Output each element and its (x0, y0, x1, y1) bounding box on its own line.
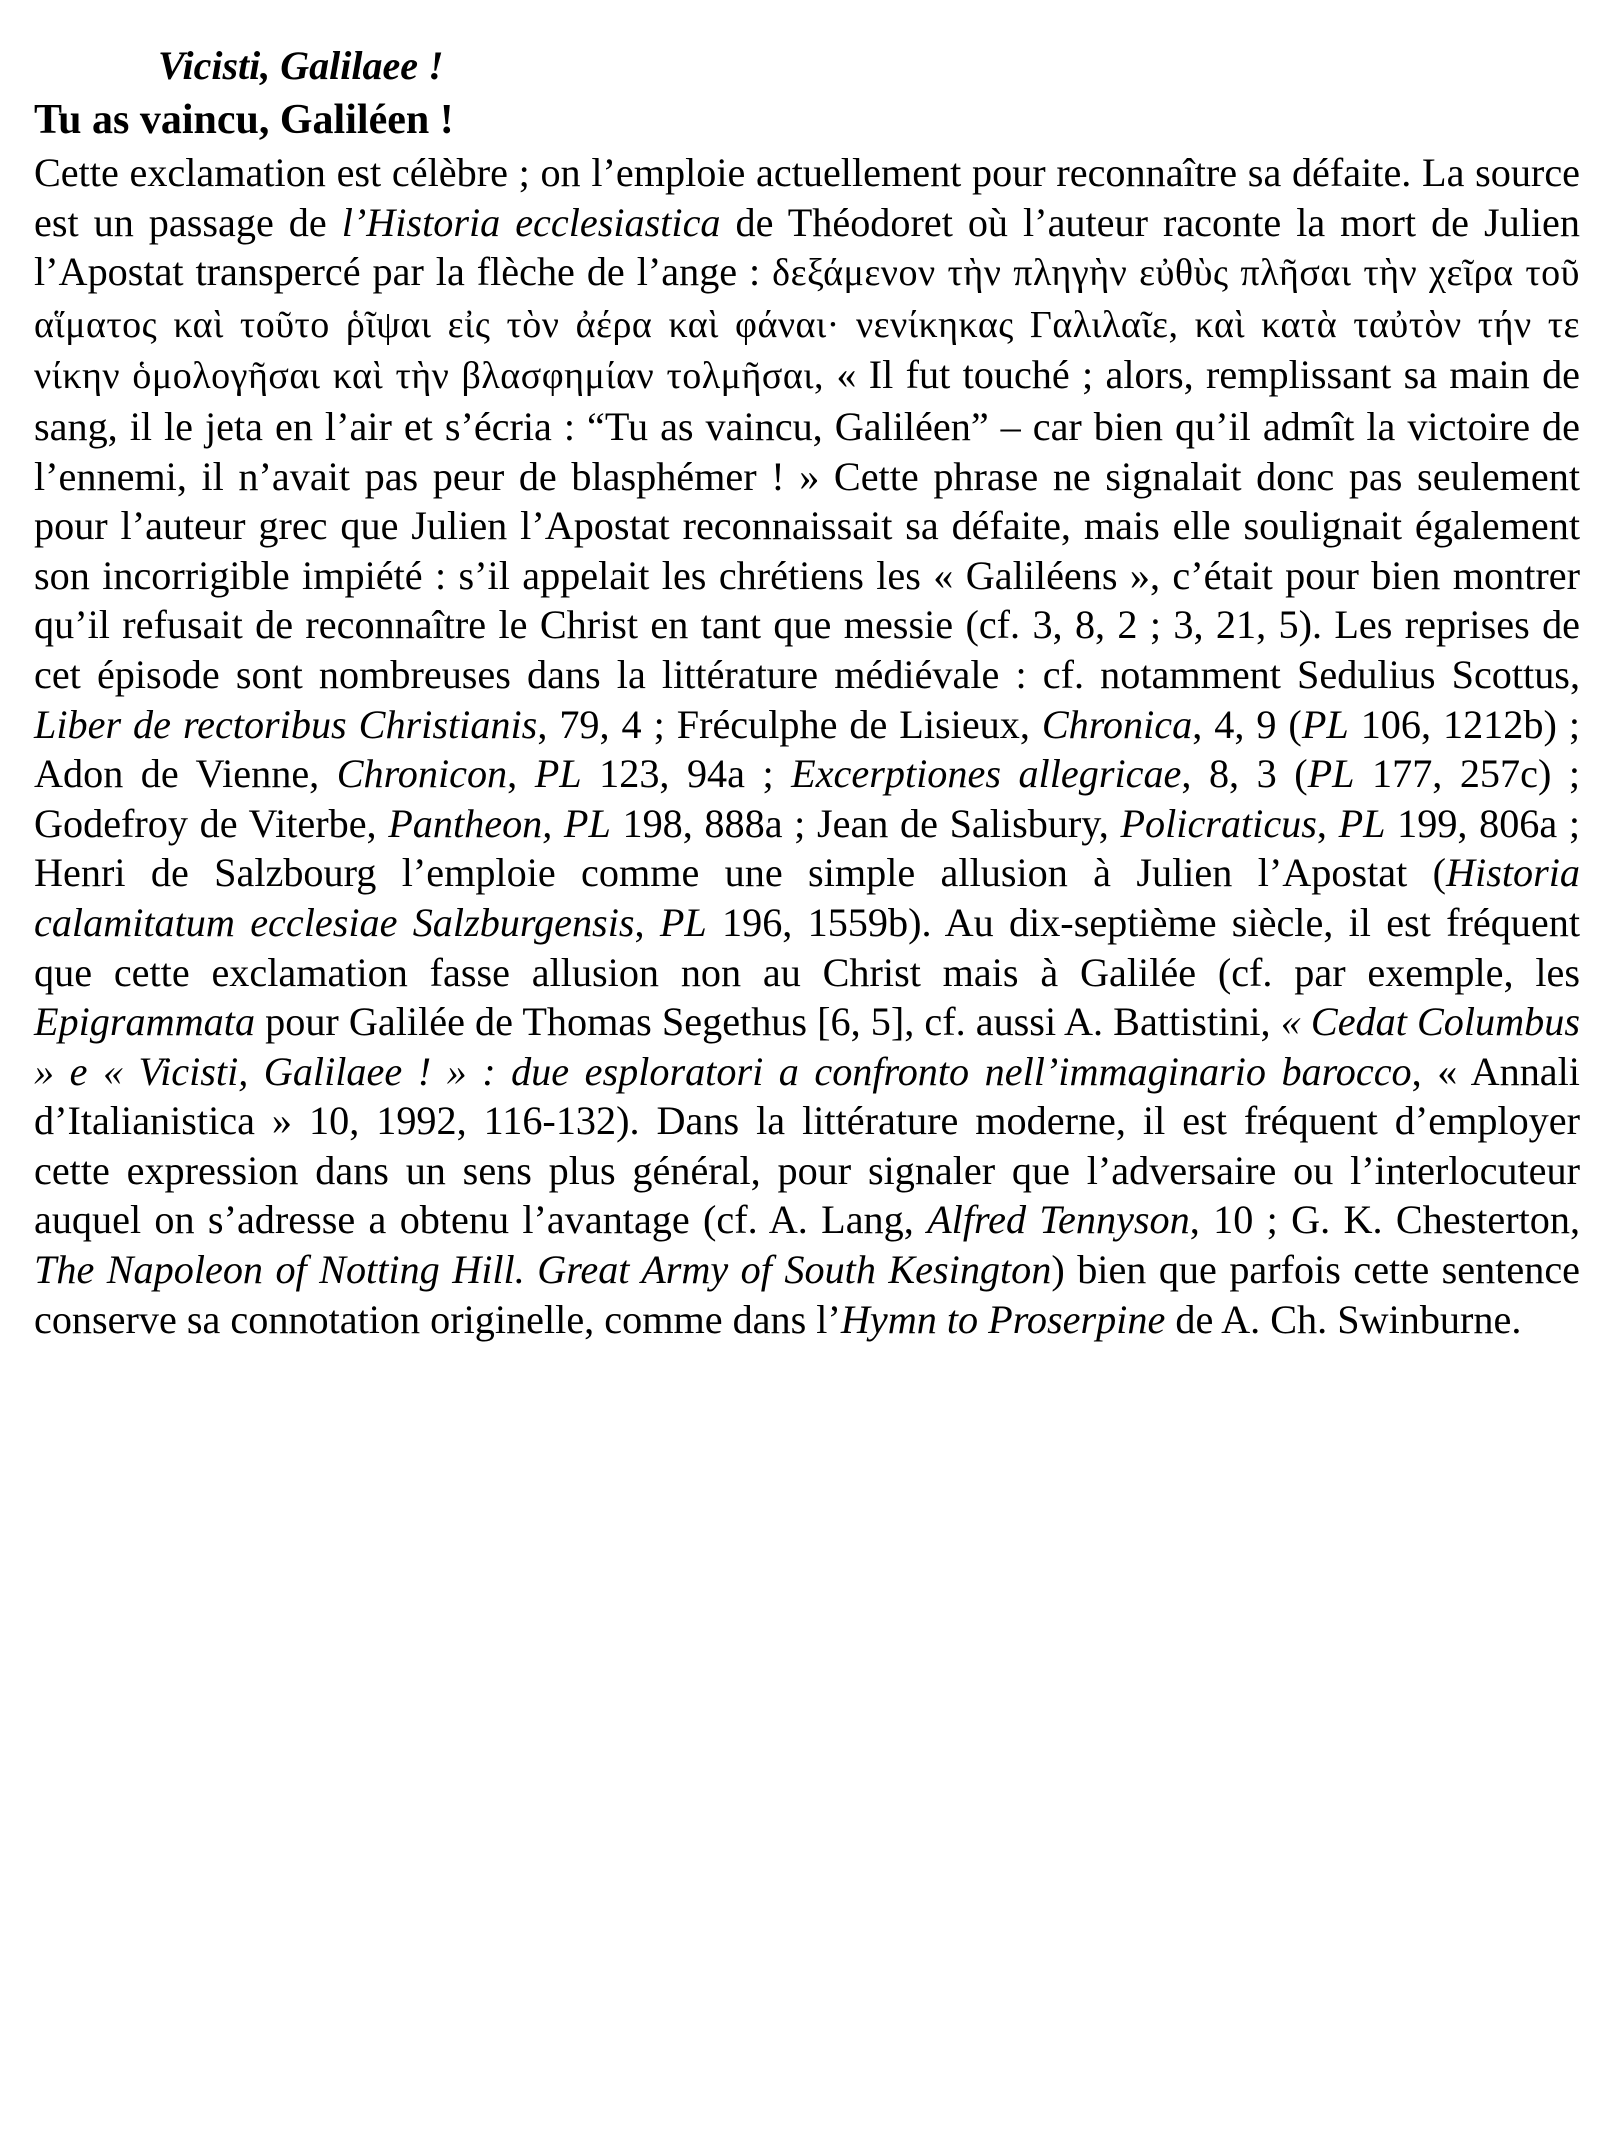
entry-commentary (34, 148, 1580, 1344)
entry-lemma: Vicisti, Galilaee ! (158, 43, 444, 88)
commentary-text: , (507, 751, 535, 797)
commentary-text: 106, 1212b) ; Adon de Vienne, (34, 701, 1580, 797)
commentary-text: , « Annali d’Italianistica » 10, 1992, 116-132). Dans la littérature moderne, il est fréquent d’employer cette expression dans un sens plus général, pour signaler que l’adversaire ou l’interlocuteur auquel on s’adresse a obtenu l’avantage (cf. A. Lang, (34, 1048, 1580, 1243)
commentary-text: , 4, 9 ( (1192, 701, 1302, 747)
article-title: « Cedat Columbus » e « Vicisti, Galilaee ! » : due esploratori a confronto nell’immaginario barocco (34, 999, 1580, 1094)
work-title: Policraticus (1120, 800, 1317, 846)
commentary-text: , 79, 4 ; Fréculphe de Lisieux, (537, 701, 1042, 747)
commentary-text: « Il fut touché ; alors, remplissant sa main de sang, il le jeta en l’air et s’écria : “Tu as vaincu, Galiléen” – car bien qu’il admît la victoire de l’ennemi, il n’avait pas peur de blasphémer ! » Cette phrase ne signalait donc pas seulement pour l’auteur grec que Julien l’Apostat reconnaissait sa défaite, mais elle soulignait également son incorrigible impiété : s’il appelait les chrétiens les « Galiléens », c’était pour bien montrer qu’il refusait de reconnaître le Christ en tant que messie (cf. 3, 8, 2 ; 3, 21, 5). Les reprises de cet épisode sont nombreuses dans la littérature médiévale : cf. notamment Sedulius Scottus, (34, 352, 1580, 697)
reference-abbrev: PL (1307, 751, 1355, 797)
commentary-text: 199, 806a ; Henri de Salzbourg l’emploie comme une simple allusion à Julien l’Apostat ( (34, 800, 1581, 896)
work-title: The Napoleon of Notting Hill. Great Army of South Kesington (34, 1247, 1052, 1293)
commentary-text: , (1316, 800, 1339, 846)
commentary-text: , 8, 3 ( (1181, 751, 1308, 797)
commentary-text: de A. Ch. Swinburne. (1165, 1296, 1522, 1342)
commentary-text: 123, 94a ; (581, 751, 792, 797)
commentary-text: , 10 ; G. K. Chesterton, (1189, 1197, 1580, 1243)
commentary-text: pour Galilée de Thomas Segethus [6, 5], cf. aussi A. Battistini, (255, 999, 1281, 1045)
commentary-text: ) bien que parfois cette sentence conserve sa connotation originelle, comme dans l’ (34, 1247, 1580, 1342)
commentary-text: de Théodoret où l’auteur raconte la mort de Julien l’Apostat transpercé par la flèche de l’ange : (34, 199, 1580, 295)
work-title: l’Historia ecclesiastica (341, 199, 721, 245)
reference-abbrev: PL (534, 751, 582, 797)
work-title: Chronicon (336, 751, 508, 797)
work-title: Excerptiones allegricae (791, 751, 1182, 797)
dictionary-entry (34, 40, 1580, 2120)
commentary-text: 198, 888a ; Jean de Salisbury, (610, 800, 1121, 846)
commentary-text: Cette exclamation est célèbre ; on l’emploie actuellement pour reconnaître sa défaite. La source est un passage de (34, 150, 1580, 245)
commentary-text: 196, 1559b). Au dix-septième siècle, il est fréquent que cette exclamation fasse allusion non au Christ mais à Galilée (cf. par exemple, les (34, 899, 1581, 995)
reference-abbrev: PL (1338, 800, 1386, 846)
greek-quotation: δεξάμενον τὴν πληγὴν εὐθὺς πλῆσαι τὴν χεῖρα τοῦ αἵματος καὶ τοῦτο ῥῖψαι εἰς τὸν ἀέρα καὶ φάναι· νενίκηκας Γαλιλαῖε, καὶ κατὰ ταὐτὸν τήν τε νίκην ὁμολογῆσαι καὶ τὴν βλασφημίαν τολμῆσαι, (34, 252, 1580, 398)
work-title: Historia calamitatum ecclesiae Salzburgensis (34, 850, 1580, 945)
work-title: Alfred Tennyson (927, 1197, 1190, 1243)
work-title: Epigrammata (34, 999, 256, 1045)
entry-translation: Tu as vaincu, Galiléen ! (34, 97, 454, 143)
work-title: Hymn to Proserpine (840, 1296, 1166, 1342)
work-title: Liber de rectoribus Christianis (34, 701, 538, 747)
reference-abbrev: PL (659, 899, 707, 945)
work-title: Pantheon, PL (388, 800, 611, 846)
commentary-text: 177, 257c) ; Godefroy de Viterbe, (34, 751, 1581, 846)
reference-abbrev: PL (1301, 701, 1349, 747)
work-title: Chronica (1041, 701, 1193, 747)
commentary-text: , (634, 899, 660, 945)
